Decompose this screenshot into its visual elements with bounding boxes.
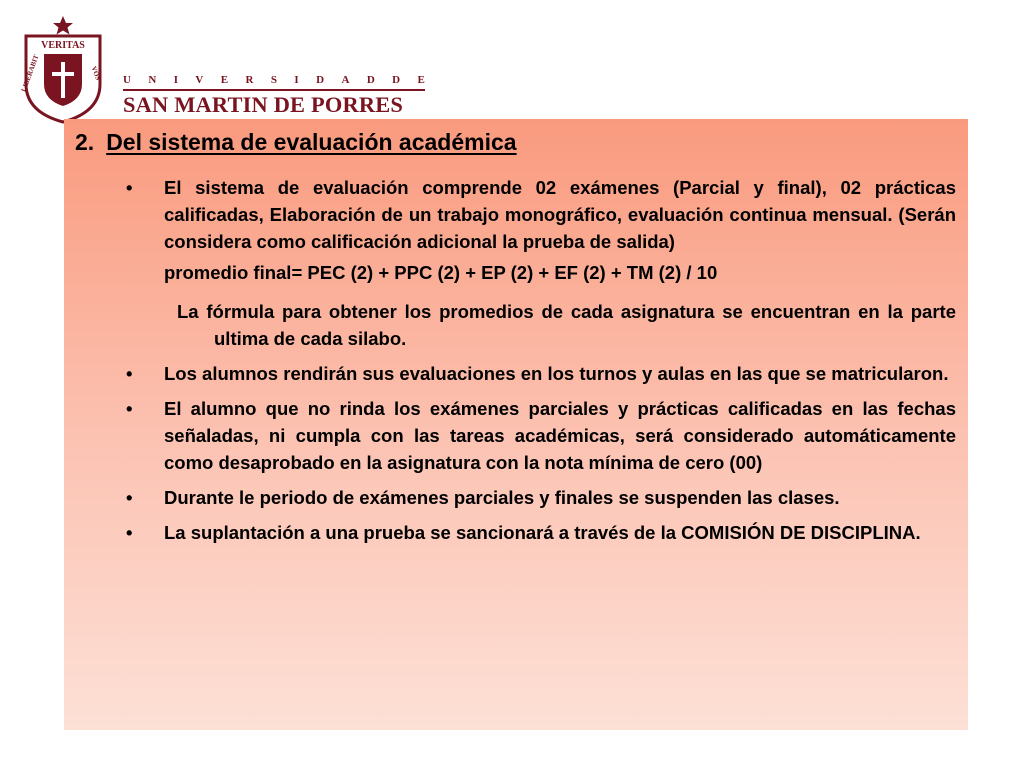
heading-number: 2.	[75, 129, 95, 155]
university-letter: S	[270, 74, 277, 86]
list-item	[126, 395, 956, 476]
university-letter: D	[316, 74, 325, 86]
slide-content	[126, 174, 956, 546]
list-item-text: Durante le periodo de exámenes parciales y finales se suspenden las clases.	[164, 487, 840, 508]
university-letter: E	[417, 74, 425, 86]
svg-text:VOS: VOS	[89, 65, 103, 82]
svg-text:VERITAS: VERITAS	[41, 40, 85, 51]
university-letter: D	[392, 74, 401, 86]
bullet-icon: •	[126, 177, 133, 198]
slide-heading	[75, 129, 517, 156]
formula-note: La fórmula para obtener los promedios de cada asignatura se encuentran en la parte ultima de cada silabo.	[177, 301, 956, 349]
university-letter: D	[366, 74, 375, 86]
university-letter: I	[173, 74, 178, 86]
university-letter: R	[245, 74, 254, 86]
list-item	[126, 484, 956, 511]
bullet-icon: •	[126, 363, 133, 384]
university-name: SAN MARTIN DE PORRES	[123, 92, 404, 117]
bullet-icon: •	[126, 487, 133, 508]
list-item-text: El alumno que no rinda los exámenes parciales y prácticas calificadas en las fechas señaladas, ni cumpla con las tareas académicas, será considerado automáticamente como desaprobado en la asignatura con la nota mínima de cero (00)	[164, 398, 956, 473]
university-header	[18, 14, 425, 126]
svg-text:LIBERABIT: LIBERABIT	[19, 53, 41, 93]
formula: promedio final= PEC (2) + PPC (2) + EP (2) + EF (2) + TM (2) / 10	[164, 262, 718, 283]
university-letter: V	[195, 74, 204, 86]
list-item-text: Los alumnos rendirán sus evaluaciones en los turnos y aulas en las que se matricularon.	[164, 363, 949, 384]
list-item	[126, 519, 956, 546]
list-item-text: La suplantación a una prueba se sancionará a través de la COMISIÓN DE DISCIPLINA.	[164, 522, 921, 543]
bullet-icon: •	[126, 398, 133, 419]
heading-title: Del sistema de evaluación académica	[106, 129, 517, 155]
list-item	[126, 174, 956, 255]
list-item	[126, 360, 956, 387]
university-letter: I	[294, 74, 299, 86]
university-letter: A	[341, 74, 350, 86]
list-item-text: El sistema de evaluación comprende 02 exámenes (Parcial y final), 02 prácticas calificadas, Elaboración de un trabajo monográfico, evaluación continua mensual. (Serán considera como calificación adicional la prueba de salida)	[164, 177, 956, 252]
university-letter: U	[123, 74, 131, 86]
header-rule	[123, 89, 425, 91]
university-crest-logo	[18, 14, 108, 126]
bullet-icon: •	[126, 522, 133, 543]
university-letter: N	[148, 74, 157, 86]
university-letter: E	[220, 74, 229, 86]
university-label	[123, 74, 425, 86]
